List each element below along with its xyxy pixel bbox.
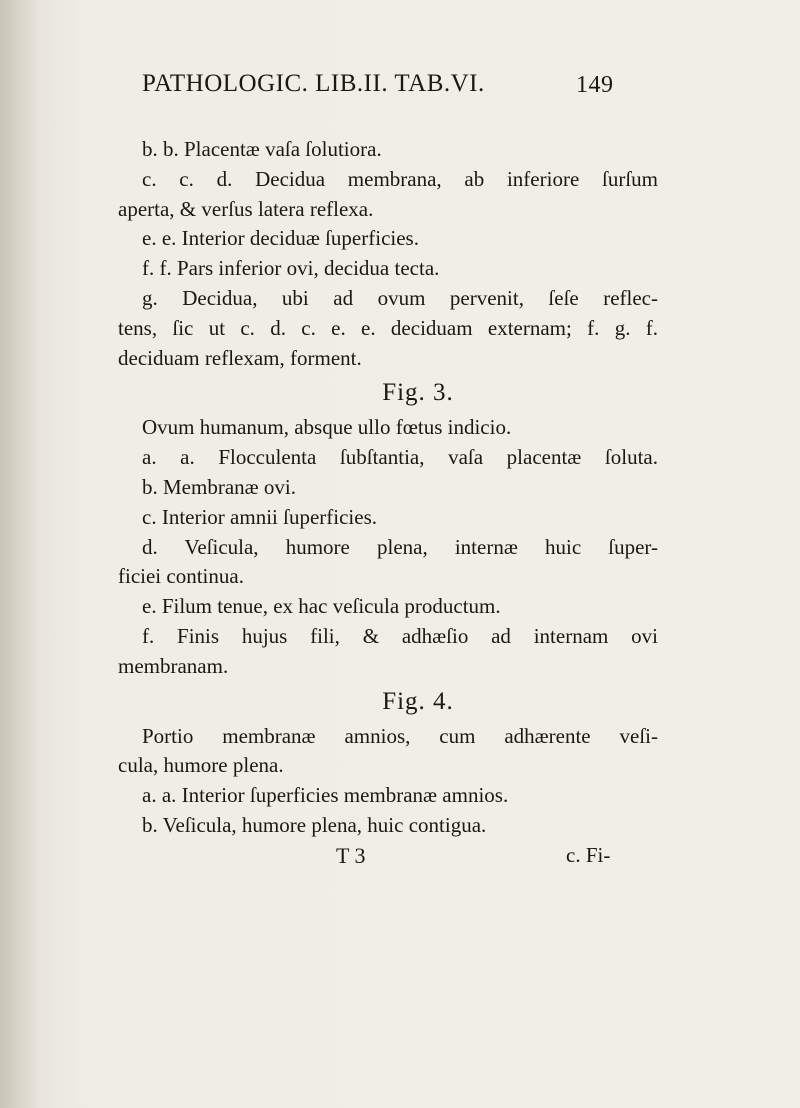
text-line: tens, ſic ut c. d. c. e. e. deciduam externam; f. g. f. <box>118 315 658 340</box>
text-line: a. a. Interior ſuperficies membranæ amnios. <box>142 783 509 808</box>
text-line: g. Decidua, ubi ad ovum pervenit, ſeſe reflec- <box>142 285 658 310</box>
text-line: membranam. <box>118 653 229 678</box>
text-line: b. b. Placentæ vaſa ſolutiora. <box>142 137 382 161</box>
text-line: f. f. Pars inferior ovi, decidua tecta. <box>142 256 440 281</box>
text-line: cula, humore plena. <box>118 753 284 778</box>
text-line: ficiei continua. <box>118 564 244 589</box>
text-line: c. Interior amnii ſuperficies. <box>142 504 377 529</box>
text-line: f. Finis hujus fili, & adhæſio ad internam ovi <box>142 623 658 648</box>
text-line: Portio membranæ amnios, cum adhærente veſi- <box>142 723 658 748</box>
text-line: Ovum humanum, absque ullo fœtus indicio. <box>142 415 512 440</box>
running-header <box>118 70 638 110</box>
text-line: b. Membranæ ovi. <box>142 474 296 499</box>
figure-heading-3: Fig. 3. <box>382 379 454 407</box>
page-number: 149 <box>576 72 614 98</box>
signature-mark: T 3 <box>336 842 366 868</box>
text-line: a. a. Flocculenta ſubſtantia, vaſa placentæ ſoluta. <box>142 445 658 470</box>
text-line: d. Veſicula, humore plena, internæ huic ſuper- <box>142 534 658 559</box>
text-line: b. Veſicula, humore plena, huic contigua. <box>142 812 487 837</box>
catchword: c. Fi- <box>566 842 611 867</box>
text-line: e. e. Interior deciduæ ſuperficies. <box>142 226 419 251</box>
page-footer <box>118 841 658 871</box>
text-line: c. c. d. Decidua membrana, ab inferiore ſurſum <box>142 166 658 191</box>
text-line: deciduam reflexam, forment. <box>118 345 362 370</box>
figure-heading-4: Fig. 4. <box>382 687 454 715</box>
body-text <box>118 135 658 871</box>
header-title: PATHOLOGIC. LIB.II. TAB.VI. <box>142 70 485 97</box>
page-spine-shadow <box>0 0 38 1108</box>
text-line: aperta, & verſus latera reflexa. <box>118 196 374 221</box>
text-line: e. Filum tenue, ex hac veſicula productum. <box>142 594 501 619</box>
